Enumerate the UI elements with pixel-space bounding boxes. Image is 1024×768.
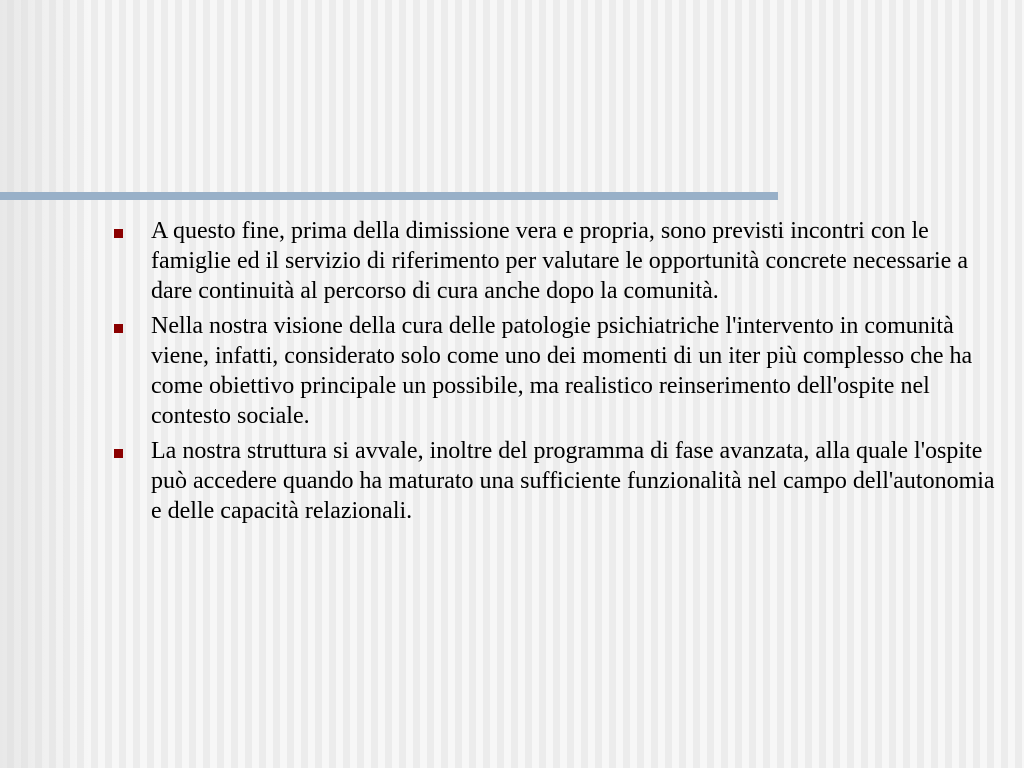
square-bullet-icon xyxy=(114,324,123,333)
bullet-text: A questo fine, prima della dimissione vera e propria, sono previsti incontri con le famiglie ed il servizio di riferimento per valutare le opportunità concrete necessarie a dare continuità al percorso di cura anche dopo la comunità. xyxy=(151,218,968,304)
square-bullet-icon xyxy=(114,449,123,458)
background-left-fade xyxy=(0,0,90,768)
bullet-text: La nostra struttura si avvale, inoltre del programma di fase avanzata, alla quale l'ospite può accedere quando ha maturato una sufficiente funzionalità nel campo dell'autonomia e delle capacità relazionali. xyxy=(151,438,995,524)
bullet-item xyxy=(114,216,1009,306)
bullet-item xyxy=(114,311,1009,431)
slide-body xyxy=(114,216,1009,531)
bullet-text: Nella nostra visione della cura delle patologie psichiatriche l'intervento in comunità viene, infatti, considerato solo come uno dei momenti di un iter più complesso che ha come obiettivo principale un possibile, ma realistico reinserimento dell'ospite nel contesto sociale. xyxy=(151,313,973,429)
bullet-item xyxy=(114,436,1009,526)
square-bullet-icon xyxy=(114,229,123,238)
title-divider-rule xyxy=(0,192,778,200)
